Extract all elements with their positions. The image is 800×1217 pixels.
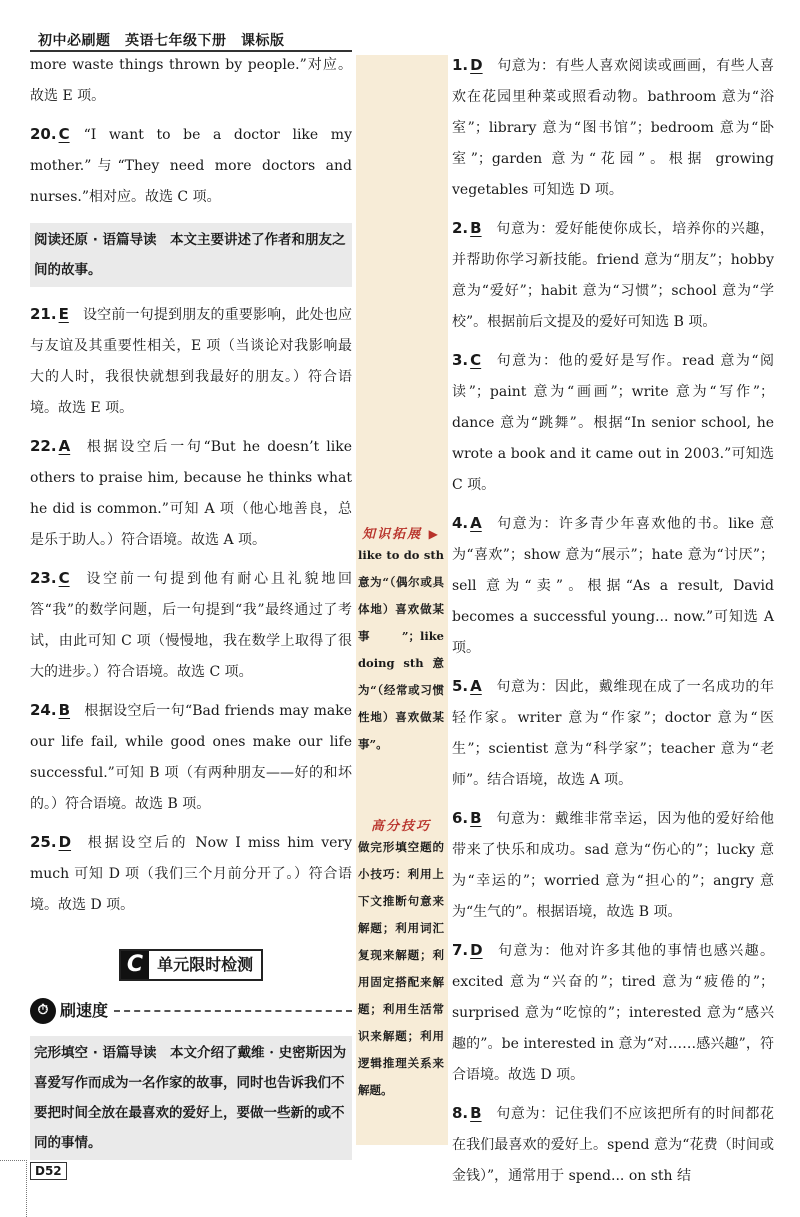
page-number: D52: [30, 1162, 67, 1180]
question-number: 6.: [452, 809, 469, 827]
answer-item-21: [30, 299, 352, 424]
cloze-guide-title: 完形填空 · 语篇导读: [34, 1045, 157, 1061]
question-number: 24.: [30, 701, 57, 719]
right-column: [452, 50, 774, 1192]
question-number: 8.: [452, 1104, 469, 1122]
answer-letter: C: [470, 351, 482, 369]
page-header: 初中必刷题 英语七年级下册 课标版: [38, 33, 285, 49]
reading-guide-title: 阅读还原 · 语篇导读: [34, 232, 157, 248]
question-number: 21.: [30, 305, 57, 323]
answer-item-22: [30, 431, 352, 556]
cloze-guide-text: 本文介绍了戴维 · 史密斯因为喜爱写作而成为一名作家的故事，同时也告诉我们不要把时间全放在最喜欢的爱好上，要做一些新的或不同的事情。: [34, 1045, 347, 1151]
answer-text: 句意为：有些人喜欢阅读或画画，有些人喜欢在花园里种菜或照看动物。bathroom 意为“浴室”；library 意为“图书馆”；bedroom 意为“卧室”；garden 意为“花园”。根据 growing vegetables 可知选 D 项。: [452, 58, 774, 198]
reading-guide-text: 本文主要讲述了作者和朋友之间的故事。: [34, 232, 346, 278]
question-number: 2.: [452, 219, 469, 237]
answer-letter: A: [470, 677, 482, 695]
answer-text: 句意为：他对许多其他的事情也感兴趣。excited 意为“兴奋的”；tired 意为“疲倦的”；surprised 意为“吃惊的”；interested 意为“感兴趣的”。be interested in 意为“对……感兴趣”，符合语境。故选 D 项。: [452, 943, 774, 1083]
answer-letter: B: [470, 809, 482, 827]
answer-letter: D: [58, 833, 72, 851]
question-number: 5.: [452, 677, 469, 695]
stopwatch-icon: ⏱: [30, 998, 56, 1024]
answer-item-4: [452, 508, 774, 664]
tips-note-text: 做完形填空题的小技巧：利用上下文推断句意来解题；利用词汇复现来解题；利用固定搭配来解题；利用生活常识来解题；利用逻辑推理关系来解题。: [358, 840, 444, 1097]
answer-item-5: [452, 671, 774, 796]
left-column: [30, 50, 352, 1172]
answer-letter: D: [470, 941, 483, 959]
answer-letter: C: [58, 125, 70, 143]
answer-text: 设空前一句提到朋友的重要影响，此处也应与友谊及其重要性相关，E 项（当谈论对我影响最大的人时，我很快就想到我最好的朋友。）符合语境。故选 E 项。: [30, 307, 352, 416]
answer-letter: B: [470, 1104, 482, 1122]
answer-text: 根据设空后一句“But he doesn’t like others to praise him, because he thinks what he did is common.”可知 A 项（他心地善良，总是乐于助人。）符合语境。故选 A 项。: [30, 439, 352, 548]
answer-item-2: [452, 213, 774, 338]
question-number: 23.: [30, 569, 57, 587]
question-number: 7.: [452, 941, 469, 959]
answer-text: 设空前一句提到他有耐心且礼貌地回答“我”的数学问题，后一句提到“我”最终通过了考试，由此可知 C 项（慢慢地，我在数学上取得了很大的进步。）符合语境。故选 C 项。: [30, 571, 352, 680]
answer-item-1: [452, 50, 774, 206]
unit-test-heading: [30, 949, 352, 981]
answer-item-23: [30, 563, 352, 688]
answer-text: 句意为：爱好能使你成长，培养你的兴趣，并帮助你学习新技能。friend 意为“朋友”；hobby 意为“爱好”；habit 意为“习惯”；school 意为“学校”。根据前后文提及的爱好可知选 B 项。: [452, 221, 774, 330]
cloze-guide-box: [30, 1036, 352, 1160]
answer-item-20: [30, 119, 352, 213]
knowledge-note: [358, 523, 444, 758]
sidebar-notes: [356, 55, 448, 1145]
answer-text: 句意为：戴维非常幸运，因为他的爱好给他带来了快乐和成功。sad 意为“伤心的”；lucky 意为“幸运的”；worried 意为“担心的”；angry 意为“生气的”。根据语境，故选 B 项。: [452, 811, 774, 920]
answer-text: 根据设空后一句“Bad friends may make our life fail, while good ones make our life successful.”可知 B 项（有两种朋友——好的和坏的。）符合语境。故选 B 项。: [30, 703, 352, 812]
question-number: 3.: [452, 351, 469, 369]
continued-answer: [30, 50, 352, 112]
question-number: 20.: [30, 125, 57, 143]
answer-text: “I want to be a doctor like my mother.”与“They need more doctors and nurses.”相对应。故选 C 项。: [30, 127, 352, 205]
question-number: 22.: [30, 437, 57, 455]
speed-label: 刷速度: [60, 1001, 109, 1020]
answer-letter: A: [470, 514, 482, 532]
speed-section-tag: [30, 995, 352, 1026]
answer-text: 句意为：因此，戴维现在成了一名成功的年轻作家。writer 意为“作家”；doctor 意为“医生”；scientist 意为“科学家”；teacher 意为“老师”。结合语境，故选 A 项。: [452, 679, 774, 788]
answer-text: 句意为：记住我们不应该把所有的时间都花在我们最喜欢的爱好上。spend 意为“花费（时间或金钱）”，通常用于 spend... on sth 结: [452, 1106, 774, 1184]
reading-guide-box: [30, 223, 352, 287]
knowledge-note-title: 知识拓展 ▶: [362, 527, 440, 542]
answer-letter: B: [58, 701, 71, 719]
question-number: 1.: [452, 56, 469, 74]
answer-text: more waste things thrown by people.”对应。故选 E 项。: [30, 57, 352, 104]
answer-letter: A: [58, 437, 71, 455]
answer-letter: C: [58, 569, 70, 587]
answer-letter: B: [470, 219, 482, 237]
answer-item-3: [452, 345, 774, 501]
answer-text: 根据设空后的 Now I miss him very much 可知 D 项（我们三个月前分开了。）符合语境。故选 D 项。: [30, 835, 352, 913]
unit-test-mark: C: [121, 951, 149, 979]
answer-item-25: [30, 827, 352, 921]
answer-item-8: [452, 1098, 774, 1192]
dashed-rule: [114, 1010, 352, 1012]
answer-item-24: [30, 695, 352, 820]
question-number: 25.: [30, 833, 57, 851]
unit-test-badge: [119, 949, 263, 981]
knowledge-note-text: like to do sth 意为“（偶尔或具体地）喜欢做某事”；like doing sth 意为“（经常或习惯性地）喜欢做某事”。: [358, 548, 444, 751]
arrow-right-icon: ▶: [428, 527, 440, 541]
answer-text: 句意为：许多青少年喜欢他的书。like 意为“喜欢”；show 意为“展示”；hate 意为“讨厌”；sell 意为“卖”。根据“As a result, David becomes a successful young... now.”可知选 A 项。: [452, 516, 774, 656]
answer-item-7: [452, 935, 774, 1091]
answer-item-6: [452, 803, 774, 928]
tips-note: [358, 815, 444, 1104]
unit-test-title: 单元限时检测: [157, 955, 254, 974]
answer-letter: E: [58, 305, 69, 323]
question-number: 4.: [452, 514, 469, 532]
answer-text: 句意为：他的爱好是写作。read 意为“阅读”；paint 意为“画画”；write 意为“写作”；dance 意为“跳舞”。根据“In senior school, he wrote a book and it came out in 2003.”可知选 C 项。: [452, 353, 774, 493]
corner-mark: [0, 1160, 27, 1217]
answer-letter: D: [470, 56, 483, 74]
tips-note-title: 高分技巧: [370, 819, 431, 834]
